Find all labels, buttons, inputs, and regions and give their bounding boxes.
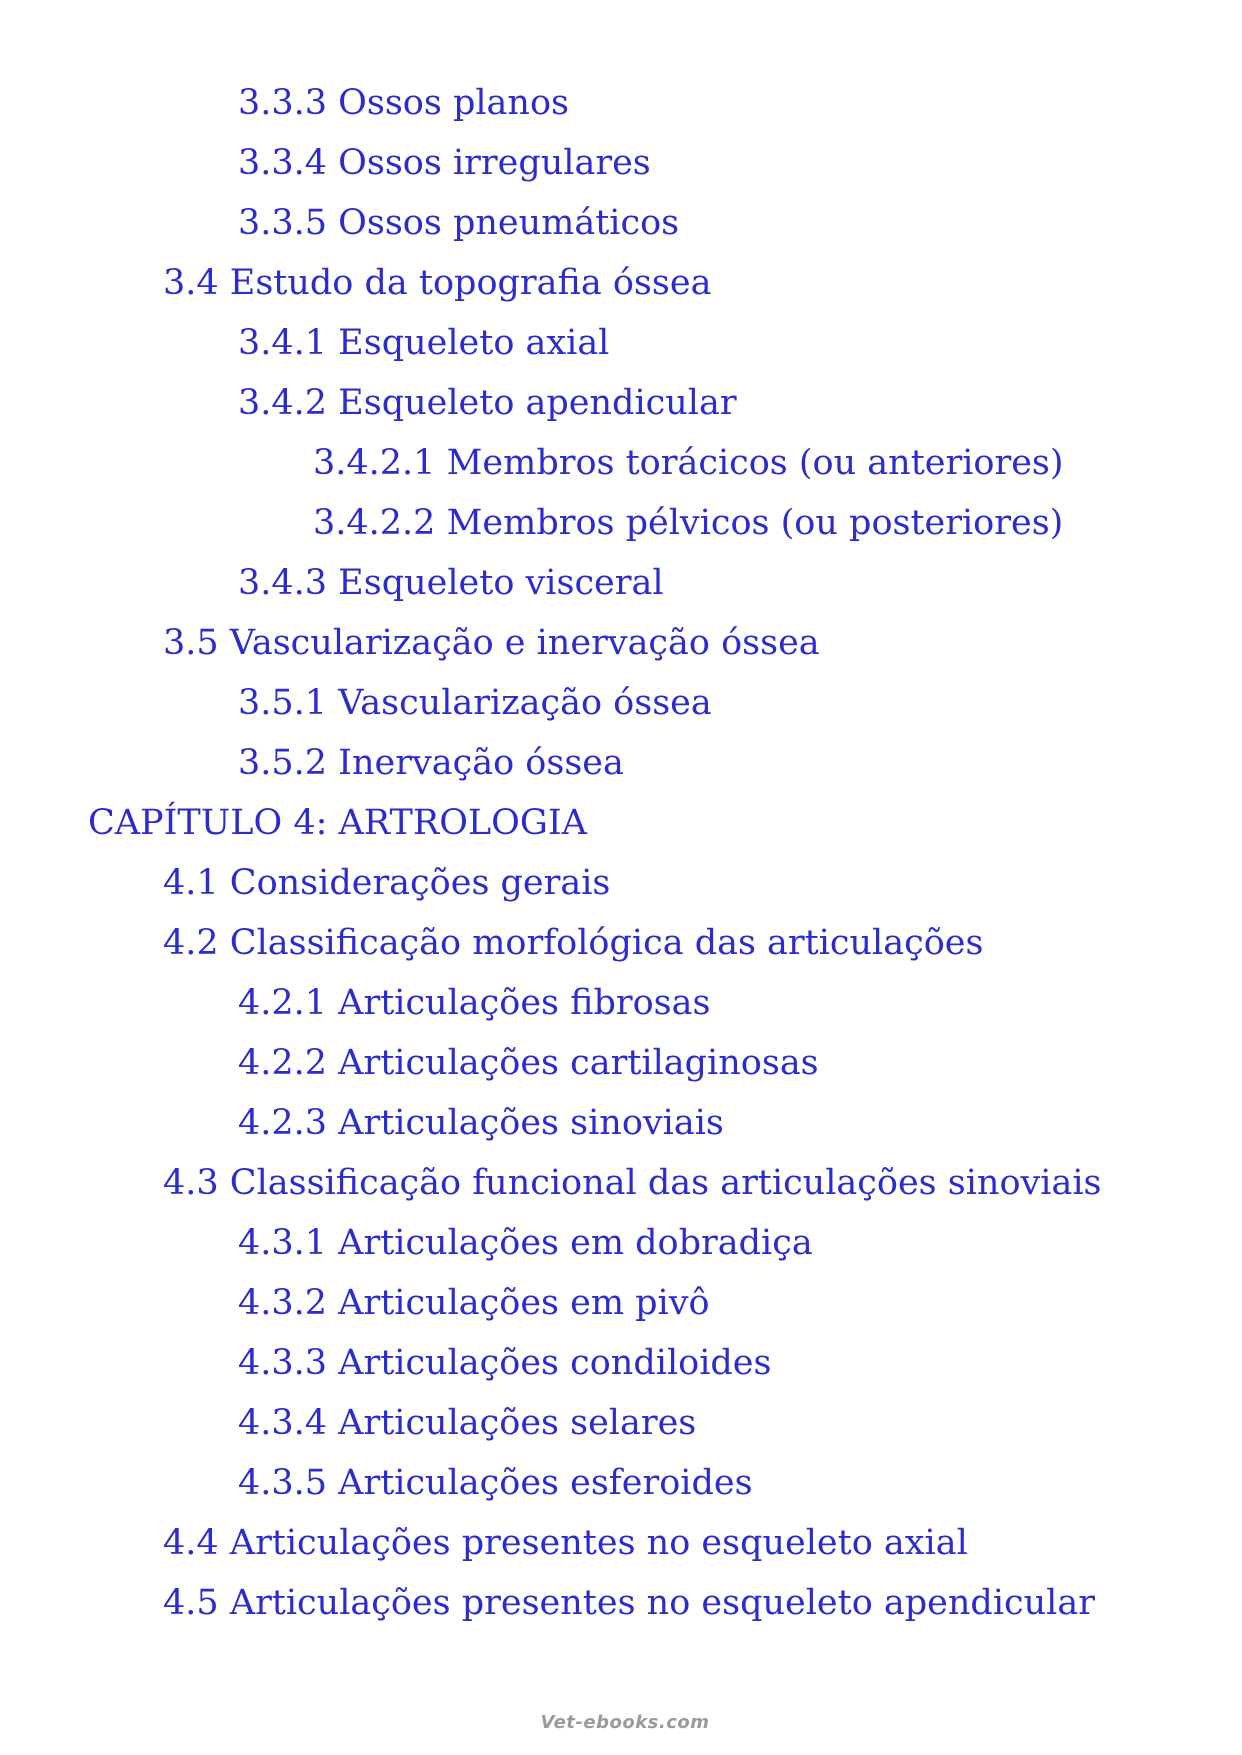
watermark-logo: Vet-ebooks.com (540, 1712, 710, 1733)
toc-link-4-3-3[interactable]: 4.3.3 Articulações condiloides (238, 1343, 772, 1383)
toc-link-4-2[interactable]: 4.2 Classificação morfológica das articulações (163, 923, 984, 963)
toc-link-4-3[interactable]: 4.3 Classificação funcional das articulações sinoviais (163, 1163, 1102, 1203)
toc-link-4-2-1[interactable]: 4.2.1 Articulações fibrosas (238, 983, 711, 1023)
toc-link-3-4[interactable]: 3.4 Estudo da topografia óssea (163, 263, 712, 303)
toc-link-3-4-2-1[interactable]: 3.4.2.1 Membros torácicos (ou anteriores) (313, 443, 1064, 483)
toc-link-3-4-2-2[interactable]: 3.4.2.2 Membros pélvicos (ou posteriores) (313, 503, 1064, 543)
toc-link-chapter-4[interactable]: CAPÍTULO 4: ARTROLOGIA (88, 803, 587, 843)
toc-link-4-3-1[interactable]: 4.3.1 Articulações em dobradiça (238, 1223, 813, 1263)
toc-link-3-5-1[interactable]: 3.5.1 Vascularização óssea (238, 683, 712, 723)
table-of-contents (0, 73, 1242, 1633)
toc-link-4-3-4[interactable]: 4.3.4 Articulações selares (238, 1403, 697, 1443)
toc-link-3-4-2[interactable]: 3.4.2 Esqueleto apendicular (238, 383, 737, 423)
toc-link-4-3-5[interactable]: 4.3.5 Articulações esferoides (238, 1463, 753, 1503)
toc-link-3-5[interactable]: 3.5 Vascularização e inervação óssea (163, 623, 820, 663)
toc-link-3-4-3[interactable]: 3.4.3 Esqueleto visceral (238, 563, 664, 603)
toc-link-3-4-1[interactable]: 3.4.1 Esqueleto axial (238, 323, 610, 363)
toc-link-3-5-2[interactable]: 3.5.2 Inervação óssea (238, 743, 624, 783)
toc-link-4-5[interactable]: 4.5 Articulações presentes no esqueleto apendicular (163, 1583, 1095, 1623)
toc-link-3-3-3[interactable]: 3.3.3 Ossos planos (238, 83, 569, 123)
toc-link-4-2-3[interactable]: 4.2.3 Articulações sinoviais (238, 1103, 724, 1143)
toc-link-4-2-2[interactable]: 4.2.2 Articulações cartilaginosas (238, 1043, 819, 1083)
toc-link-4-4[interactable]: 4.4 Articulações presentes no esqueleto axial (163, 1523, 968, 1563)
toc-link-3-3-5[interactable]: 3.3.5 Ossos pneumáticos (238, 203, 680, 243)
toc-link-4-3-2[interactable]: 4.3.2 Articulações em pivô (238, 1283, 710, 1323)
toc-link-3-3-4[interactable]: 3.3.4 Ossos irregulares (238, 143, 651, 183)
toc-link-4-1[interactable]: 4.1 Considerações gerais (163, 863, 611, 903)
